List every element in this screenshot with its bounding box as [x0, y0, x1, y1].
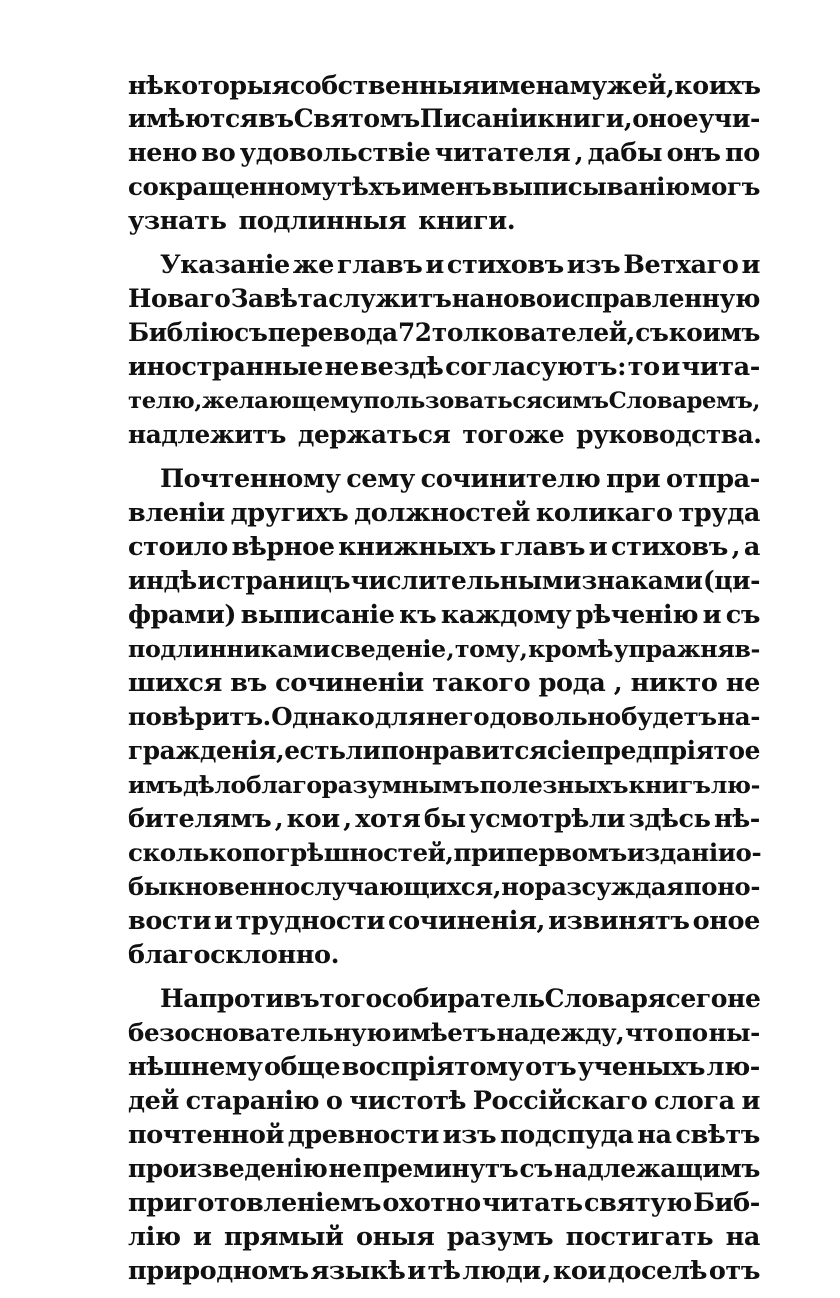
word: , — [666, 70, 675, 100]
word: оное — [692, 906, 760, 936]
word: гражденія — [128, 736, 276, 765]
word: имѣетъ — [391, 1018, 496, 1047]
word: Словаря — [544, 984, 666, 1013]
word: что — [625, 1018, 674, 1047]
word: старанію — [185, 1086, 320, 1116]
word: телю, — [128, 388, 202, 414]
word: погрѣшностей — [242, 838, 446, 867]
word: надежду, — [496, 1018, 625, 1047]
word: о — [325, 1086, 343, 1116]
word: изъ — [566, 250, 621, 280]
word: новоисправленную — [485, 284, 760, 313]
text-line — [128, 1220, 760, 1254]
word: и — [741, 1086, 760, 1116]
word: естьли — [284, 736, 381, 765]
word: имена — [480, 70, 570, 100]
word: сокращенному — [128, 172, 337, 201]
word: при — [606, 464, 661, 494]
word: могъ — [690, 172, 760, 201]
word: люди — [462, 1256, 541, 1286]
word: тому, — [454, 635, 528, 663]
text-line — [128, 870, 760, 904]
word: тѣхъ — [336, 172, 402, 201]
word: фрами) — [128, 600, 237, 630]
word: хотя — [355, 804, 421, 834]
word: книгъ — [628, 771, 711, 799]
word: почтенной — [128, 1120, 285, 1150]
word: произведенію — [128, 1154, 328, 1183]
word: не — [328, 1154, 362, 1183]
word: Словаремъ, — [608, 388, 760, 414]
word: Биб- — [693, 1188, 760, 1218]
paragraph-2 — [128, 248, 760, 452]
word: и — [661, 352, 680, 382]
word: и — [425, 250, 444, 280]
word: съ — [635, 318, 669, 347]
word: рѣченію — [575, 600, 699, 630]
word: вездѣ — [360, 352, 444, 382]
text-line — [128, 136, 760, 170]
word: отпра- — [665, 464, 760, 494]
word: предпріятое — [585, 736, 760, 765]
word: собственныя — [289, 70, 481, 100]
word: съ — [519, 1154, 553, 1183]
word: нено — [128, 138, 197, 168]
word: и — [214, 906, 233, 936]
word: подлинныя — [238, 206, 407, 236]
word: Россійскаго — [472, 1086, 648, 1116]
word: нѣ- — [713, 804, 760, 834]
word: и — [197, 566, 216, 595]
text-line — [128, 802, 760, 836]
word: не — [727, 984, 761, 1013]
word: рода — [538, 668, 606, 698]
word: , — [343, 804, 352, 834]
word: того — [319, 984, 382, 1013]
text-line — [128, 102, 760, 136]
text-line — [128, 836, 760, 870]
word: такого — [432, 668, 531, 698]
word: нѣшнему — [128, 1052, 263, 1082]
word: , — [445, 838, 454, 867]
word: онъ — [666, 138, 721, 168]
word: Святомъ — [293, 104, 420, 133]
word: книги. — [418, 206, 516, 236]
word: въ — [230, 668, 267, 698]
word: желающему — [201, 388, 364, 414]
text-line — [128, 384, 760, 418]
word: числительными — [350, 566, 581, 595]
word: святую — [583, 1188, 692, 1218]
word: древности — [287, 1120, 439, 1150]
word: кромѣ — [528, 635, 614, 663]
text-line — [128, 598, 760, 632]
word: трудности — [235, 906, 385, 936]
text-line — [128, 768, 760, 802]
word: , — [492, 872, 502, 901]
word: , — [613, 668, 623, 698]
word: именъ — [401, 172, 492, 201]
word: учи- — [698, 104, 760, 133]
word: сочиненія, — [387, 906, 546, 936]
word: Ветхаго — [623, 250, 739, 280]
paragraph-4 — [128, 982, 760, 1288]
word: съ — [725, 600, 760, 630]
text-line — [128, 462, 760, 496]
word: дей — [128, 1086, 179, 1116]
word: слога — [654, 1086, 735, 1116]
word: перевода — [267, 318, 398, 347]
word: шихся — [128, 668, 222, 698]
text-line — [128, 1050, 760, 1084]
word: ны- — [708, 1018, 760, 1047]
word: вѣрное — [231, 532, 335, 562]
text-line — [128, 904, 760, 938]
word: преминутъ — [362, 1154, 519, 1183]
text-line — [128, 1016, 760, 1050]
word: по — [674, 1018, 708, 1047]
word: быкновенно — [128, 872, 300, 901]
word: кои — [552, 1256, 606, 1286]
word: будетъ — [621, 702, 717, 731]
word: первомъ — [505, 838, 627, 867]
word: вости — [128, 906, 211, 936]
word: для — [374, 702, 426, 731]
word: охотно — [382, 1188, 481, 1218]
word: изданіи — [626, 838, 736, 867]
word: коликаго — [535, 498, 673, 528]
text-line — [128, 666, 760, 700]
word: на — [451, 284, 486, 313]
word: читать — [482, 1188, 583, 1218]
word: сколько — [128, 838, 243, 867]
word: Однако — [271, 702, 375, 731]
word: каждому — [440, 600, 572, 630]
word: , — [274, 804, 284, 834]
word: лю- — [706, 1052, 760, 1082]
word: полезныхъ — [479, 771, 629, 799]
text-line — [128, 418, 760, 452]
word: , — [731, 532, 741, 562]
word: согласуютъ: — [445, 352, 627, 382]
word: подспуда — [499, 1120, 634, 1150]
word: (ци- — [702, 566, 760, 595]
word: стоило — [128, 532, 228, 562]
word: же — [292, 250, 334, 280]
word: страницъ — [215, 566, 351, 595]
word: руководства. — [576, 420, 762, 449]
text-line — [128, 1118, 760, 1152]
word: труда — [678, 498, 760, 528]
word: собиратель — [381, 984, 545, 1013]
word: извинятъ — [548, 906, 690, 936]
word: оныя — [355, 1222, 435, 1252]
word: и — [588, 532, 608, 562]
word: толкователей, — [431, 318, 635, 347]
word: мужей — [569, 70, 667, 100]
word: свѣтъ — [675, 1120, 760, 1150]
word: Завѣта — [230, 284, 329, 313]
word: служитъ — [328, 284, 452, 313]
word: къ — [399, 600, 437, 630]
word: книги, — [537, 104, 633, 133]
word: изъ — [442, 1120, 497, 1150]
paragraph-1 — [128, 68, 760, 238]
word: сведеніе — [330, 635, 446, 663]
text-line — [128, 530, 760, 564]
word: тогоже — [462, 420, 565, 449]
word: дѣло — [182, 771, 246, 799]
text-line — [128, 982, 760, 1016]
word: Писаніи — [419, 104, 538, 133]
word: узнать — [128, 206, 227, 236]
word: кои — [286, 804, 340, 834]
word: и — [702, 600, 722, 630]
document-page — [128, 68, 760, 1298]
word: тѣ — [427, 1256, 461, 1286]
text-line — [128, 68, 760, 102]
text-line — [128, 564, 760, 598]
word: сочинителю — [420, 464, 601, 494]
word: надлежащимъ — [553, 1154, 760, 1183]
word: главъ — [336, 250, 423, 280]
word: на — [637, 1120, 672, 1150]
word: здѣсь — [628, 804, 711, 834]
text-line — [128, 282, 760, 316]
word: сочиненіи — [275, 668, 424, 698]
word: при — [453, 838, 506, 867]
word: то — [627, 352, 660, 382]
word: Напротивъ — [160, 984, 320, 1013]
word: читателя — [434, 138, 571, 168]
word: отъ — [708, 1256, 760, 1286]
word: подлинниками — [128, 635, 330, 663]
word: понравится — [380, 736, 547, 765]
word: , — [542, 1256, 552, 1286]
word: сего — [665, 984, 728, 1013]
text-line — [128, 632, 760, 666]
word: должностей — [354, 498, 531, 528]
paragraph-3 — [128, 462, 760, 972]
word: по — [683, 872, 717, 901]
word: индѣ — [128, 566, 197, 595]
word: коихъ — [674, 70, 761, 100]
text-line — [128, 700, 760, 734]
word: во — [201, 138, 236, 168]
word: держаться — [297, 420, 451, 449]
word: 72 — [397, 318, 432, 347]
word: упражняв- — [613, 635, 760, 663]
word: но — [501, 872, 535, 901]
word: лю- — [710, 771, 760, 799]
text-line — [128, 938, 760, 972]
word: ученыхъ — [577, 1052, 706, 1082]
word: на — [725, 1222, 760, 1252]
word: и — [741, 250, 760, 280]
word: знаками — [581, 566, 703, 595]
text-line — [128, 204, 760, 238]
word: бителямъ — [128, 804, 272, 834]
text-line — [128, 248, 760, 282]
word: оное — [632, 104, 699, 133]
word: воспріятому — [341, 1052, 524, 1082]
word: довольно — [489, 702, 621, 731]
word: прямый — [223, 1222, 344, 1252]
word: Библію — [128, 318, 234, 347]
text-line — [128, 1254, 760, 1288]
word: , — [446, 635, 455, 663]
word: вленіи — [128, 498, 225, 528]
word: симъ — [542, 388, 609, 414]
text-line — [128, 316, 760, 350]
word: выписаніе — [240, 600, 395, 630]
word: пользоваться — [363, 388, 543, 414]
word: доселѣ — [607, 1256, 708, 1286]
word: благоразумнымъ — [246, 771, 480, 799]
word: стиховъ — [610, 532, 728, 562]
word: имѣются — [128, 104, 258, 133]
word: отъ — [525, 1052, 577, 1082]
word: Почтенному — [160, 464, 341, 494]
word: на- — [717, 702, 760, 731]
word: не — [324, 352, 359, 382]
word: имъ — [128, 771, 183, 799]
text-line — [128, 1186, 760, 1220]
word: Новаго — [128, 284, 231, 313]
word: , — [574, 138, 584, 168]
word: разсуждая — [534, 872, 684, 901]
word: удовольствіе — [239, 138, 431, 168]
word: него — [425, 702, 490, 731]
word: сіе — [546, 736, 586, 765]
text-line — [128, 170, 760, 204]
word: книжныхъ — [338, 532, 496, 562]
word: благосклонно. — [128, 940, 340, 970]
word: чита- — [681, 352, 760, 382]
word: коимъ — [668, 318, 760, 347]
word: постигать — [565, 1222, 714, 1252]
word: нѣкоторыя — [128, 70, 290, 100]
text-line — [128, 1152, 760, 1186]
word: иностранные — [128, 352, 323, 382]
word: и — [407, 1256, 426, 1286]
word: природномъ — [128, 1256, 309, 1286]
text-line — [128, 1084, 760, 1118]
word: усмотрѣли — [469, 804, 626, 834]
word: языкѣ — [310, 1256, 406, 1286]
text-line — [128, 734, 760, 768]
word: въ — [257, 104, 294, 133]
word: выписыванію — [491, 172, 690, 201]
word: съ — [234, 318, 268, 347]
word: о- — [735, 838, 762, 867]
word: разумъ — [446, 1222, 554, 1252]
text-line — [128, 496, 760, 530]
word: надлежитъ — [128, 420, 286, 449]
word: безосновательную — [128, 1018, 392, 1047]
word: повѣритъ. — [128, 702, 271, 731]
text-line — [128, 350, 760, 384]
word: бы — [423, 804, 466, 834]
word: не — [725, 668, 760, 698]
word: сему — [346, 464, 415, 494]
word: приготовленіемъ — [128, 1188, 382, 1218]
word: , — [275, 736, 285, 765]
word: обще — [263, 1052, 341, 1082]
word: случающихся — [300, 872, 493, 901]
word: а — [743, 532, 760, 562]
word: дабы — [587, 138, 663, 168]
word: Указаніе — [160, 250, 290, 280]
word: чистотѣ — [349, 1086, 467, 1116]
word: другихъ — [230, 498, 349, 528]
word: стиховъ — [446, 250, 564, 280]
word: по — [725, 138, 760, 168]
word: никто — [630, 668, 718, 698]
word: и — [193, 1222, 212, 1252]
word: главъ — [499, 532, 585, 562]
word: лію — [128, 1222, 181, 1252]
word: но- — [717, 872, 760, 901]
